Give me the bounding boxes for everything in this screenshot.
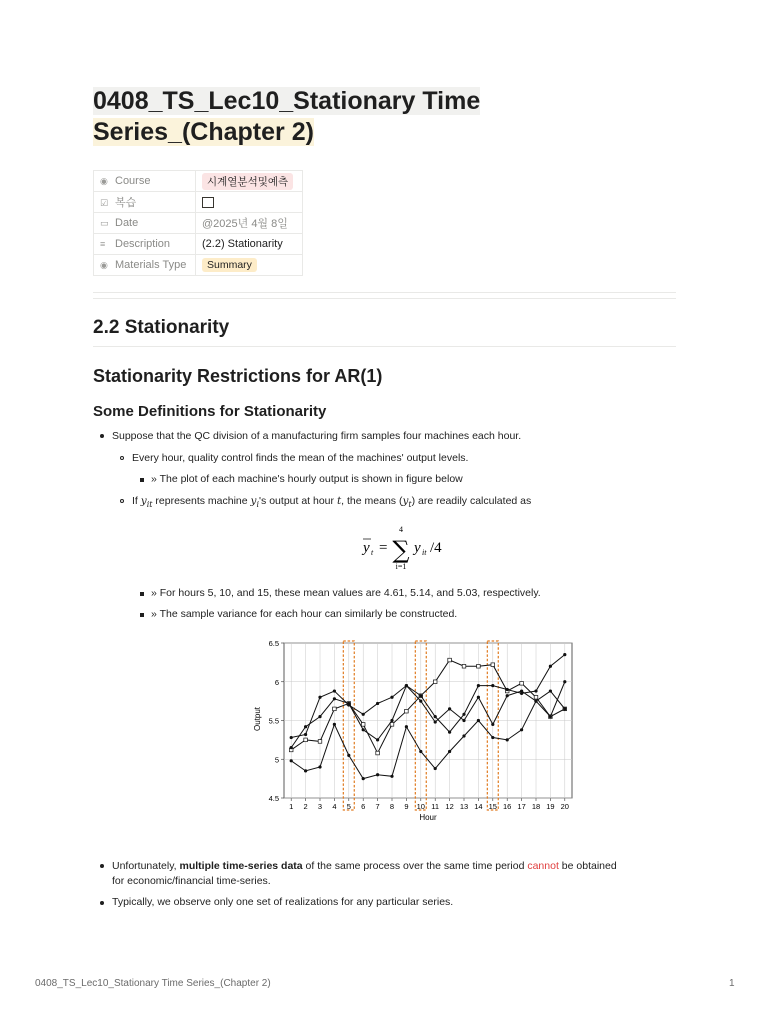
list-item: If $y_{it}$ represents machine $y_i's$ output at hour t, the means $(y_t)$ are readily calculated as xyxy=(132,495,532,510)
x-tick-label: 16 xyxy=(503,802,512,811)
x-tick-label: 10 xyxy=(416,802,425,811)
x-tick-label: 4 xyxy=(332,802,337,811)
data-point xyxy=(405,725,408,728)
data-point xyxy=(491,736,494,739)
bullet-square xyxy=(140,478,144,482)
data-point xyxy=(520,728,523,731)
data-point xyxy=(549,665,552,668)
y-axis-label: Output xyxy=(253,706,262,732)
data-point xyxy=(534,695,538,699)
property-label: Course xyxy=(115,175,151,187)
formula-term: y xyxy=(414,540,421,556)
bullet-dot xyxy=(100,901,104,905)
mean-formula xyxy=(360,522,460,572)
data-point xyxy=(318,715,321,718)
data-point xyxy=(304,769,307,772)
x-tick-label: 13 xyxy=(459,802,469,811)
data-point xyxy=(506,694,509,697)
data-point xyxy=(333,689,336,692)
formula-lhs-subscript: t xyxy=(371,548,374,557)
data-point xyxy=(318,696,321,699)
data-point xyxy=(534,700,537,703)
math-variable: y xyxy=(402,495,409,507)
x-tick-label: 1 xyxy=(289,802,294,811)
data-point xyxy=(304,725,307,728)
data-point xyxy=(434,767,437,770)
data-point xyxy=(491,663,495,667)
data-point xyxy=(462,734,465,737)
date-value: @2025년 4월 8일 xyxy=(202,218,288,230)
data-point xyxy=(477,696,480,699)
data-point xyxy=(290,746,293,749)
x-tick-label: 19 xyxy=(546,802,555,811)
x-tick-label: 9 xyxy=(404,802,409,811)
data-point xyxy=(448,658,452,662)
bullet-circle xyxy=(120,456,124,460)
data-point xyxy=(362,713,365,716)
data-point xyxy=(390,723,394,727)
math-variable: y xyxy=(250,495,257,507)
data-point xyxy=(405,684,408,687)
x-tick-label: 12 xyxy=(445,802,454,811)
formula-term-subscript: it xyxy=(422,548,427,557)
data-point xyxy=(462,713,465,716)
x-tick-label: 8 xyxy=(389,802,395,811)
y-tick-label: 5 xyxy=(274,755,279,765)
page-number: 1 xyxy=(729,978,735,989)
x-tick-label: 14 xyxy=(474,802,483,811)
math-subscript: i xyxy=(256,500,260,510)
data-point xyxy=(290,759,293,762)
x-tick-label: 5 xyxy=(346,802,351,811)
text-lines-icon: ≡ xyxy=(100,239,106,249)
properties-table xyxy=(93,170,303,276)
page-title-line2: Series_(Chapter 2) xyxy=(93,118,314,146)
data-point xyxy=(462,664,466,668)
list-item: Suppose that the QC division of a manufacturing firm samples four machines each hour. xyxy=(112,430,522,442)
y-tick-label: 6 xyxy=(274,677,279,687)
data-point xyxy=(318,740,322,744)
data-point xyxy=(376,702,379,705)
chart-marks xyxy=(269,639,572,811)
bullet-circle xyxy=(120,499,124,503)
property-row-materials-type[interactable] xyxy=(94,255,303,276)
subsection-heading: Stationarity Restrictions for AR(1) xyxy=(93,366,383,386)
math-subscript: it xyxy=(146,500,153,510)
data-point xyxy=(390,775,393,778)
data-point xyxy=(477,664,481,668)
data-point xyxy=(376,751,380,755)
highlight-text: cannot xyxy=(527,860,559,872)
list-item: Unfortunately, multiple time-series data of the same process over the same time period cannot be obtained for economic/financial time-series. xyxy=(112,860,617,887)
bullet-dot xyxy=(100,434,104,438)
data-point xyxy=(390,719,393,722)
data-point xyxy=(477,719,480,722)
data-point xyxy=(506,738,509,741)
data-point xyxy=(534,689,537,692)
data-point xyxy=(290,736,293,739)
x-axis-label: Hour xyxy=(419,813,437,822)
formula-equals: = xyxy=(379,540,388,556)
data-point xyxy=(419,700,422,703)
review-checkbox[interactable] xyxy=(202,197,214,208)
data-point xyxy=(347,754,350,757)
checkbox-icon: ☑ xyxy=(100,198,109,208)
page-title xyxy=(93,86,573,148)
x-tick-label: 3 xyxy=(317,802,323,811)
math-variable: t xyxy=(336,495,342,507)
machine-output-chart xyxy=(248,635,578,825)
data-point xyxy=(563,680,566,683)
property-row-date[interactable] xyxy=(94,213,303,234)
y-tick-label: 4.5 xyxy=(268,794,279,803)
math-variable: y xyxy=(140,495,147,507)
property-label: Date xyxy=(115,217,139,229)
data-point xyxy=(333,697,336,700)
course-tag[interactable]: 시계열분석및예측 xyxy=(202,173,293,190)
data-point xyxy=(448,707,451,710)
data-point xyxy=(362,728,365,731)
data-point xyxy=(563,653,566,656)
status-icon: ◉ xyxy=(100,176,108,186)
list-item: » The plot of each machine's hourly output is shown in figure below xyxy=(151,473,463,485)
divider xyxy=(93,292,676,293)
sigma-symbol: ∑ xyxy=(392,536,410,564)
calendar-icon: ▭ xyxy=(100,218,109,228)
data-point xyxy=(491,684,494,687)
status-icon: ◉ xyxy=(100,260,108,270)
data-point xyxy=(390,696,393,699)
list-item: Typically, we observe only one set of realizations for any particular series. xyxy=(112,896,454,908)
bullet-square xyxy=(140,613,144,617)
formula-upper-limit: 4 xyxy=(399,525,403,534)
data-point xyxy=(376,773,379,776)
y-tick-label: 5.5 xyxy=(268,716,279,726)
data-point xyxy=(333,707,337,711)
property-label: 복습 xyxy=(115,197,137,209)
list-item: » For hours 5, 10, and 15, these mean values are 4.61, 5.14, and 5.03, respectively. xyxy=(151,587,541,599)
section-heading: 2.2 Stationarity xyxy=(93,317,230,338)
data-point xyxy=(549,715,552,718)
property-row-course[interactable] xyxy=(94,171,303,192)
data-point xyxy=(419,750,422,753)
property-label: Materials Type xyxy=(115,259,187,271)
x-tick-label: 2 xyxy=(303,802,308,811)
data-point xyxy=(520,689,523,692)
data-point xyxy=(362,777,365,780)
bold-text: multiple time-series data xyxy=(179,860,303,872)
page-title-line1: 0408_TS_Lec10_Stationary Time xyxy=(93,87,481,115)
data-point xyxy=(477,684,480,687)
x-tick-label: 7 xyxy=(375,802,380,811)
data-point xyxy=(448,731,451,734)
data-point xyxy=(318,765,321,768)
data-point xyxy=(491,723,494,726)
data-point xyxy=(563,707,566,710)
property-row-review[interactable] xyxy=(94,192,303,213)
data-point xyxy=(434,720,437,723)
data-point xyxy=(304,733,307,736)
x-tick-label: 20 xyxy=(560,802,569,811)
y-tick-label: 6.5 xyxy=(268,639,279,648)
data-point xyxy=(433,680,437,684)
data-point xyxy=(448,750,451,753)
data-point xyxy=(333,723,336,726)
bullet-square xyxy=(140,592,144,596)
data-point xyxy=(304,738,308,742)
formula-divisor: /4 xyxy=(430,540,442,556)
x-tick-label: 15 xyxy=(488,802,497,811)
data-point xyxy=(376,738,379,741)
x-tick-label: 17 xyxy=(517,802,526,811)
x-tick-label: 18 xyxy=(531,802,541,811)
data-point xyxy=(405,709,409,713)
formula-lhs: y xyxy=(363,540,370,556)
list-item: » The sample variance for each hour can similarly be constructed. xyxy=(151,608,458,620)
data-point xyxy=(419,694,422,697)
data-point xyxy=(434,715,437,718)
data-point xyxy=(347,702,350,705)
formula-lower-limit: i=1 xyxy=(395,562,407,571)
property-row-description[interactable] xyxy=(94,234,303,255)
x-tick-label: 11 xyxy=(431,802,440,811)
data-point xyxy=(361,723,365,727)
divider xyxy=(93,298,676,299)
materials-type-tag[interactable]: Summary xyxy=(202,258,257,272)
data-point xyxy=(462,719,465,722)
data-point xyxy=(520,682,524,686)
description-value: (2.2) Stationarity xyxy=(202,238,283,250)
footer-document-title: 0408_TS_Lec10_Stationary Time Series_(Chapter 2) xyxy=(35,978,271,989)
subsubsection-heading: Some Definitions for Stationarity xyxy=(93,403,327,420)
heading-underline xyxy=(93,346,676,347)
property-label: Description xyxy=(115,238,171,250)
data-point xyxy=(506,688,509,691)
list-item: Every hour, quality control finds the mean of the machines' output levels. xyxy=(132,452,469,464)
x-tick-label: 6 xyxy=(361,802,366,811)
data-point xyxy=(549,689,552,692)
bullet-dot xyxy=(100,864,104,868)
math-subscript: t xyxy=(408,500,412,510)
